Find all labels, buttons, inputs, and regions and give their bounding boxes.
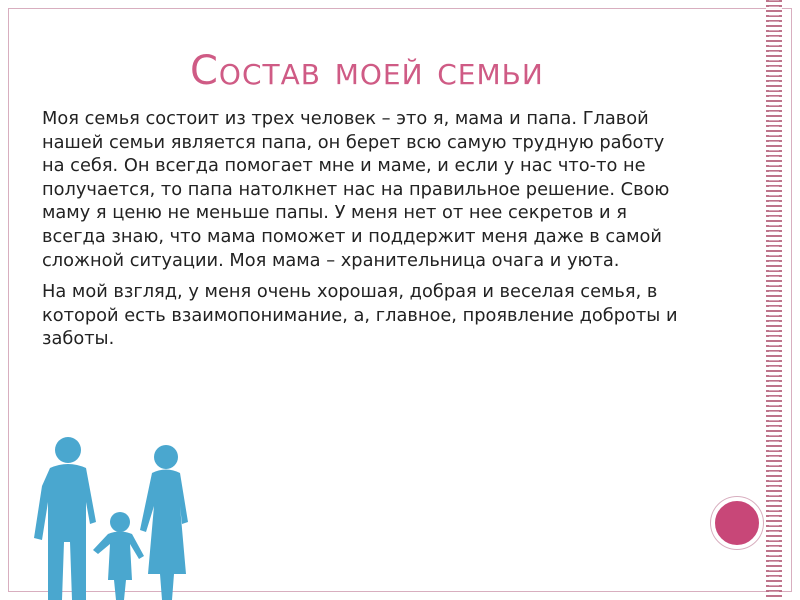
slide-title: Состав моей семьи <box>190 48 544 94</box>
slide-body <box>42 107 682 359</box>
decorative-stripes <box>766 0 782 600</box>
accent-circle <box>711 497 763 549</box>
paragraph-1: Моя семья состоит из трех человек – это я, мама и папа. Главой нашей семьи является папа, он берет всю самую трудную работу на себя. Он всегда помогает мне и маме, и если у нас что-то не получается, то папа натолкнет нас на правильное решение. Свою маму я ценю не меньше папы. У меня нет от нее секретов и я всегда знаю, что мама поможет и поддержит меня даже в самой сложной ситуации. Моя мама – хранительница очага и уюта. <box>42 108 670 271</box>
paragraph-2: На мой взгляд, у меня очень хорошая, добрая и веселая семья, в которой есть взаимопонимание, а, главное, проявление доброты и заботы. <box>42 281 678 350</box>
family-silhouette-icon <box>16 430 196 600</box>
